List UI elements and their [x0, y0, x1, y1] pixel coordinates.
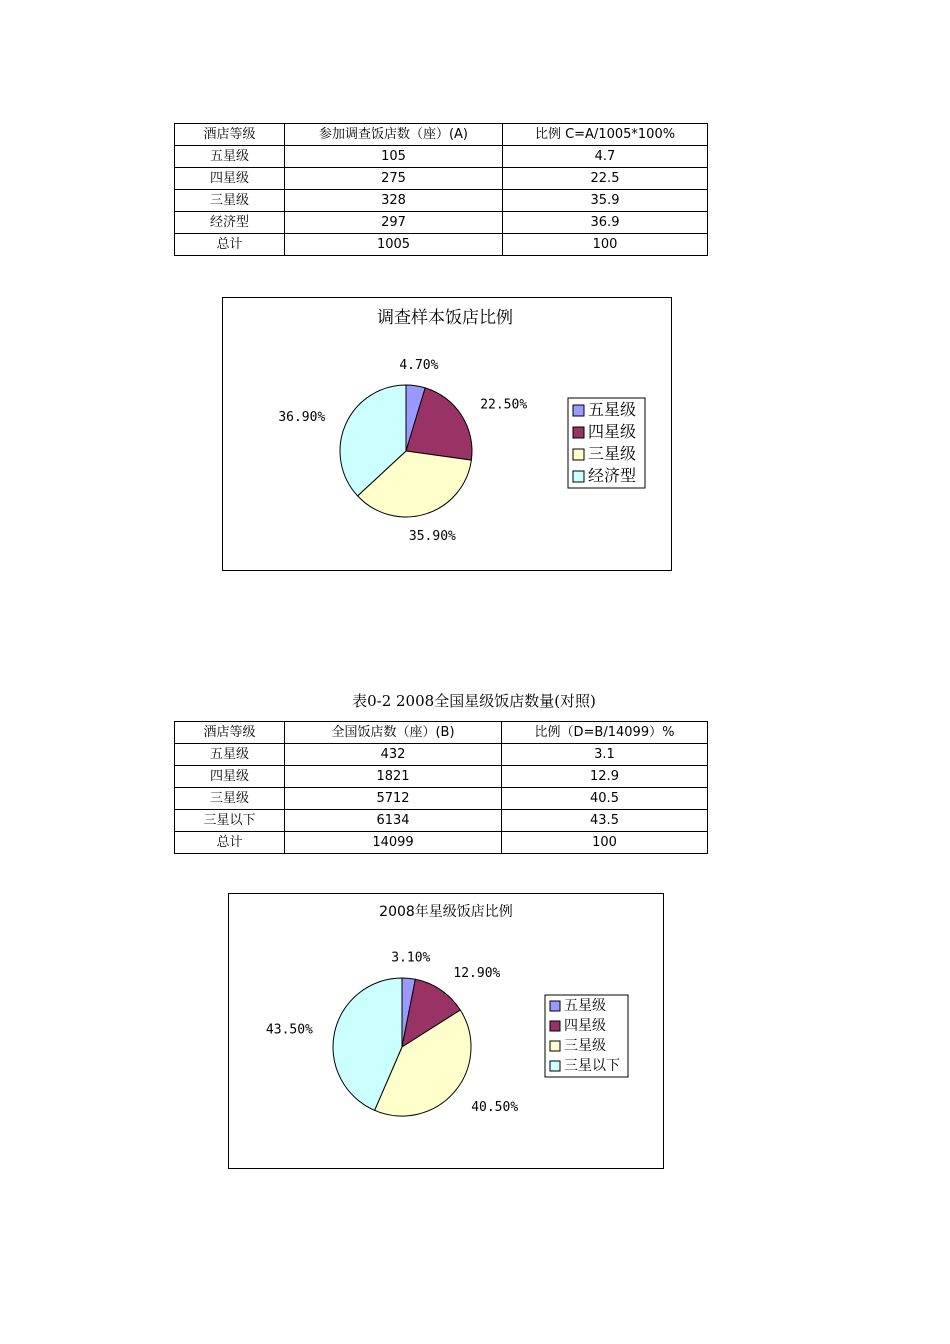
data-label: 40.50% — [471, 1100, 519, 1116]
data-label: 12.90% — [453, 965, 501, 981]
table-cell: 5712 — [285, 788, 502, 810]
table-cell: 14099 — [285, 832, 502, 854]
table-cell: 经济型 — [175, 212, 285, 234]
table-cell: 1821 — [285, 766, 502, 788]
header-row — [175, 722, 708, 744]
data-label: 3.10% — [391, 950, 431, 966]
legend-swatch — [573, 405, 584, 416]
table-row — [175, 744, 708, 766]
table-caption: 表0-2 2008全国星级饭店数量(对照) — [352, 692, 596, 710]
table-cell: 105 — [285, 146, 503, 168]
legend-label: 三星级 — [588, 444, 637, 463]
legend-swatch — [550, 1061, 560, 1071]
legend-label: 五星级 — [564, 998, 606, 1014]
pie-chart-svg — [229, 894, 663, 1168]
table-cell: 35.9 — [503, 190, 708, 212]
national-star-hotels-table — [174, 721, 708, 854]
legend-label: 四星级 — [564, 1018, 606, 1034]
header-row — [175, 124, 708, 146]
table-cell: 432 — [285, 744, 502, 766]
column-header: 酒店等级 — [175, 124, 285, 146]
table-row — [175, 234, 708, 256]
table-cell: 1005 — [285, 234, 503, 256]
column-header: 参加调查饭店数（座）(A) — [285, 124, 503, 146]
legend-swatch — [550, 1041, 560, 1051]
table-cell: 22.5 — [503, 168, 708, 190]
survey-sample-table — [174, 123, 708, 256]
table-cell: 43.5 — [502, 810, 708, 832]
survey-sample-pie-chart — [222, 297, 672, 571]
legend-swatch — [573, 449, 584, 460]
table-cell: 328 — [285, 190, 503, 212]
legend-swatch — [573, 471, 584, 482]
table-row — [175, 190, 708, 212]
table-row — [175, 168, 708, 190]
table-cell: 总计 — [175, 234, 285, 256]
data-label: 22.50% — [480, 397, 528, 413]
legend-label: 五星级 — [588, 400, 637, 419]
table-cell: 100 — [503, 234, 708, 256]
table-cell: 4.7 — [503, 146, 708, 168]
legend-label: 三星级 — [564, 1038, 606, 1054]
table-cell: 297 — [285, 212, 503, 234]
table-row — [175, 766, 708, 788]
legend-label: 四星级 — [588, 422, 637, 441]
pie-chart-svg — [223, 298, 671, 570]
column-header: 酒店等级 — [175, 722, 285, 744]
legend-swatch — [573, 427, 584, 438]
table-cell: 四星级 — [175, 766, 285, 788]
table-cell: 275 — [285, 168, 503, 190]
table-cell: 三星级 — [175, 788, 285, 810]
column-header: 比例（D=B/14099）% — [502, 722, 708, 744]
column-header: 比例 C=A/1005*100% — [503, 124, 708, 146]
table-row — [175, 146, 708, 168]
data-label: 36.90% — [278, 409, 326, 425]
data-label: 43.50% — [265, 1022, 313, 1038]
table-cell: 6134 — [285, 810, 502, 832]
legend-label: 三星以下 — [564, 1058, 620, 1074]
legend-swatch — [550, 1001, 560, 1011]
table-cell: 五星级 — [175, 744, 285, 766]
table-cell: 三星以下 — [175, 810, 285, 832]
table-cell: 36.9 — [503, 212, 708, 234]
table-row — [175, 832, 708, 854]
table-cell: 总计 — [175, 832, 285, 854]
table-cell: 12.9 — [502, 766, 708, 788]
table-cell: 3.1 — [502, 744, 708, 766]
table-row — [175, 788, 708, 810]
table-row — [175, 212, 708, 234]
table-cell: 四星级 — [175, 168, 285, 190]
table-cell: 三星级 — [175, 190, 285, 212]
legend-swatch — [550, 1021, 560, 1031]
national-star-hotels-pie-chart — [228, 893, 664, 1169]
table-cell: 100 — [502, 832, 708, 854]
table-cell: 40.5 — [502, 788, 708, 810]
table-cell: 五星级 — [175, 146, 285, 168]
legend-label: 经济型 — [588, 466, 637, 485]
data-label: 35.90% — [408, 528, 456, 544]
table-row — [175, 810, 708, 832]
data-label: 4.70% — [399, 358, 439, 373]
column-header: 全国饭店数（座）(B) — [285, 722, 502, 744]
chart-title: 2008年星级饭店比例 — [379, 904, 513, 920]
chart-title: 调查样本饭店比例 — [377, 308, 513, 328]
